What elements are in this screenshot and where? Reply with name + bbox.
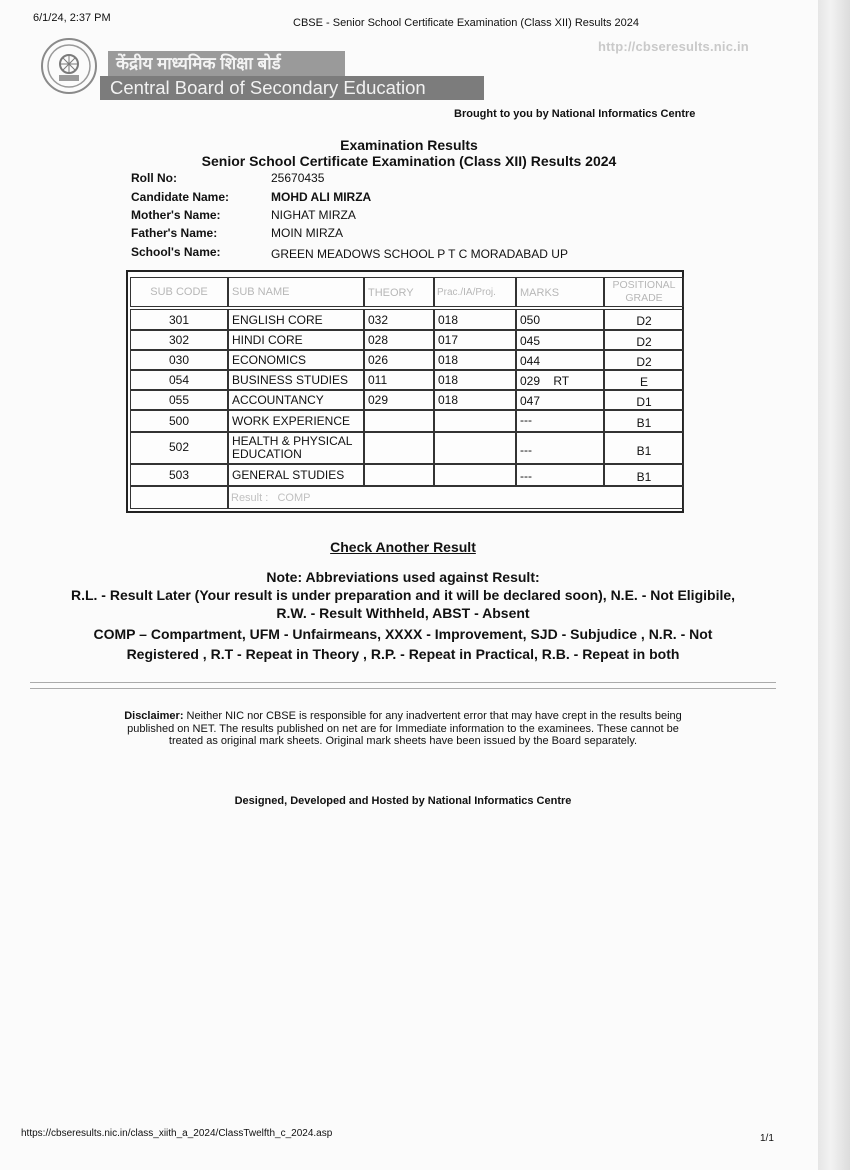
- row-7-marks: ---: [516, 432, 604, 464]
- row-5-code: 055: [130, 390, 228, 410]
- row-2-theory: 028: [364, 330, 434, 350]
- row-8-prac: [434, 464, 516, 486]
- disclaimer-text: Neither NIC nor CBSE is responsible for any inadvertent error that may have crept in the results being published on NET. The results published on net are for Immediate information to the examinees. These cannot be treated as original mark sheets. Original mark sheets have been issued by the Board separately.: [127, 710, 682, 747]
- row-1-marks: 050: [516, 309, 604, 330]
- row-4-prac: 018: [434, 370, 516, 390]
- row-3-marks: 044: [516, 350, 604, 370]
- row-2-grade: D2: [604, 330, 684, 350]
- roll-no-label: Roll No:: [131, 171, 177, 185]
- row-7-prac: [434, 432, 516, 464]
- row-3-prac: 018: [434, 350, 516, 370]
- row-8-grade: B1: [604, 464, 684, 486]
- footer-url: https://cbseresults.nic.in/class_xiith_a_2024/ClassTwelfth_c_2024.asp: [21, 1128, 333, 1139]
- row-5-theory: 029: [364, 390, 434, 410]
- table-header-theory: THEORY: [364, 277, 434, 307]
- table-header-sub-name: SUB NAME: [228, 277, 364, 307]
- divider: [30, 688, 776, 689]
- mother-name-label: Mother's Name:: [131, 208, 221, 222]
- table-header-sub-code: SUB CODE: [130, 277, 228, 307]
- result-status: Result : COMP: [228, 486, 684, 509]
- row-5-marks: 047: [516, 390, 604, 410]
- row-4-name: BUSINESS STUDIES: [228, 370, 364, 390]
- father-name-value: MOIN MIRZA: [271, 226, 343, 240]
- table-header-grade: POSITIONAL GRADE: [604, 277, 684, 307]
- disclaimer-label: Disclaimer:: [124, 710, 184, 722]
- row-8-name: GENERAL STUDIES: [228, 464, 364, 486]
- row-1-prac: 018: [434, 309, 516, 330]
- divider: [30, 682, 776, 683]
- row-1-grade: D2: [604, 309, 684, 330]
- row-4-theory: 011: [364, 370, 434, 390]
- row-5-grade: D1: [604, 390, 684, 410]
- candidate-name-value: MOHD ALI MIRZA: [271, 190, 372, 204]
- table-header-prac: Prac./IA/Proj.: [434, 277, 516, 307]
- school-name-value: GREEN MEADOWS SCHOOL P T C MORADABAD UP: [271, 247, 568, 261]
- note-line-4: Registered , R.T - Repeat in Theory , R.P. - Repeat in Practical, R.B. - Repeat in both: [126, 646, 680, 662]
- result-row-blank: [130, 486, 228, 509]
- row-7-grade: B1: [604, 432, 684, 464]
- row-6-code: 500: [130, 410, 228, 432]
- row-8-theory: [364, 464, 434, 486]
- row-2-marks: 045: [516, 330, 604, 350]
- row-8-marks: ---: [516, 464, 604, 486]
- row-6-marks: ---: [516, 410, 604, 432]
- cbse-emblem-icon: [40, 37, 98, 95]
- row-2-code: 302: [130, 330, 228, 350]
- results-heading: Examination Results: [340, 137, 478, 153]
- candidate-name-label: Candidate Name:: [131, 190, 230, 204]
- note-line-2: R.W. - Result Withheld, ABST - Absent: [276, 605, 530, 621]
- exam-name-heading: Senior School Certificate Examination (Class XII) Results 2024: [201, 153, 617, 169]
- row-7-name: HEALTH & PHYSICAL EDUCATION: [228, 432, 364, 464]
- father-name-label: Father's Name:: [131, 226, 218, 240]
- board-name-hindi: केंद्रीय माध्यमिक शिक्षा बोर्ड: [108, 51, 345, 76]
- row-4-code: 054: [130, 370, 228, 390]
- print-datetime: 6/1/24, 2:37 PM: [33, 12, 111, 24]
- row-6-name: WORK EXPERIENCE: [228, 410, 364, 432]
- row-3-name: ECONOMICS: [228, 350, 364, 370]
- site-url[interactable]: http://cbseresults.nic.in: [598, 39, 749, 54]
- note-title: Note: Abbreviations used against Result:: [266, 569, 540, 585]
- row-2-name: HINDI CORE: [228, 330, 364, 350]
- row-3-code: 030: [130, 350, 228, 370]
- brought-by-text: Brought to you by National Informatics Centre: [454, 108, 696, 120]
- note-line-1: R.L. - Result Later (Your result is under preparation and it will be declared soon), N.E. - Not Eligibile,: [70, 587, 736, 603]
- row-6-theory: [364, 410, 434, 432]
- row-1-code: 301: [130, 309, 228, 330]
- school-name-label: School's Name:: [131, 245, 221, 259]
- row-5-prac: 018: [434, 390, 516, 410]
- row-5-name: ACCOUNTANCY: [228, 390, 364, 410]
- row-3-theory: 026: [364, 350, 434, 370]
- row-6-grade: B1: [604, 410, 684, 432]
- page-edge: [818, 0, 850, 1170]
- check-another-result-link[interactable]: Check Another Result: [330, 539, 476, 555]
- row-3-grade: D2: [604, 350, 684, 370]
- row-2-prac: 017: [434, 330, 516, 350]
- row-6-prac: [434, 410, 516, 432]
- page-number: 1/1: [760, 1133, 774, 1144]
- note-line-3: COMP – Compartment, UFM - Unfairmeans, XXXX - Improvement, SJD - Subjudice , N.R. - Not: [93, 626, 713, 642]
- row-7-code: 502: [130, 432, 228, 464]
- board-name-english: Central Board of Secondary Education: [100, 76, 484, 100]
- table-header-marks: MARKS: [516, 277, 604, 307]
- marks-table: [126, 270, 684, 513]
- mother-name-value: NIGHAT MIRZA: [271, 208, 356, 222]
- row-8-code: 503: [130, 464, 228, 486]
- row-1-name: ENGLISH CORE: [228, 309, 364, 330]
- disclaimer: [120, 710, 686, 748]
- row-1-theory: 032: [364, 309, 434, 330]
- designed-by-text: Designed, Developed and Hosted by National Informatics Centre: [234, 795, 572, 807]
- row-4-marks: 029 RT: [516, 370, 604, 390]
- row-7-theory: [364, 432, 434, 464]
- roll-no-value: 25670435: [271, 171, 325, 185]
- print-page-title: CBSE - Senior School Certificate Examination (Class XII) Results 2024: [293, 17, 640, 29]
- row-4-grade: E: [604, 370, 684, 390]
